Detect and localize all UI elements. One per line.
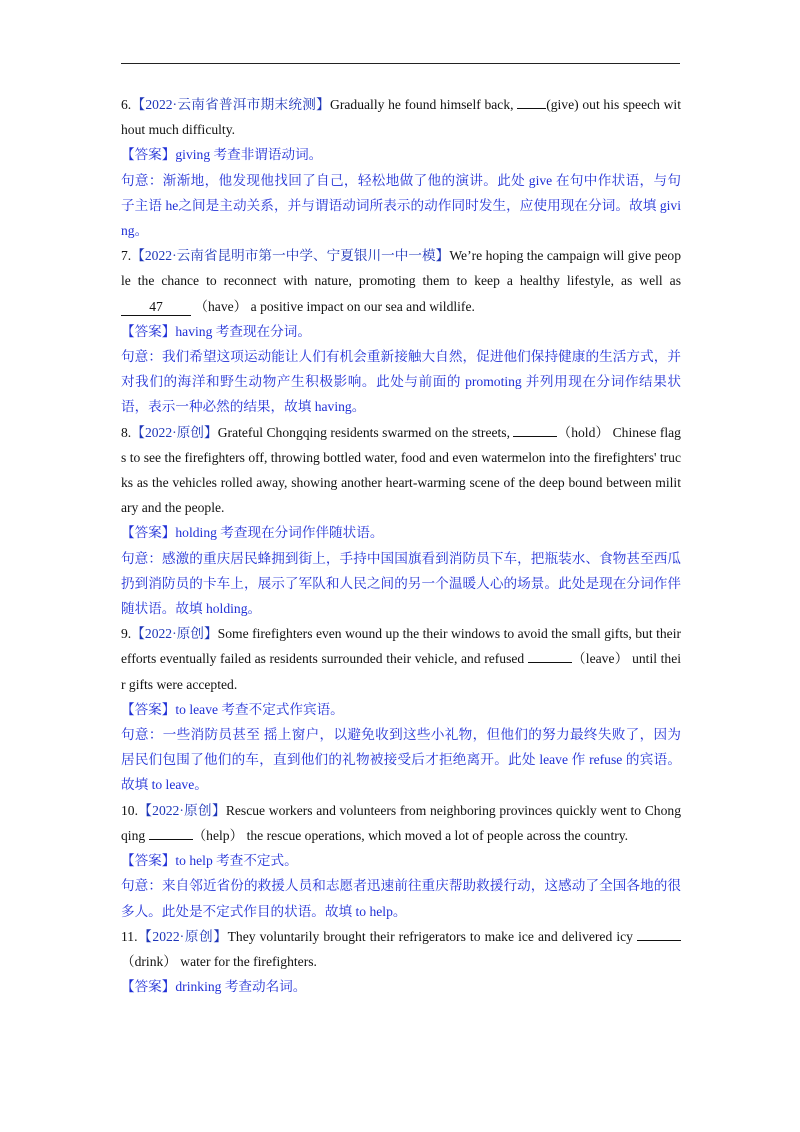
header-rule [121,63,680,64]
explanation-text: 句意：来自邻近省份的救援人员和志愿者迅速前往重庆帮助救援行动，这感动了全国各地的很多人。此处是不定式作目的状语。故填 to help。 [121,878,681,919]
question-stem-before: Some firefighters even wound up the their windows to avoid the small gifts, but their efforts eventually failed as residents surrounded their vehicle, and refused [121,626,682,667]
answer-line: 【答案】giving 考查非谓语动词。 [121,147,323,163]
question-stem-after: （hold） Chinese flags to see the firefighters off, throwing bottled water, food and even watermelon into the firefighters' trucks as the vehicles rolled away, showing another heart-warming scene of the deep bound between military and the people. [121,424,681,516]
question-source: 【2022·原创】 [131,424,218,440]
question-text [121,621,681,697]
question-stem-before: We’re hoping the campaign will give people the chance to reconnect with nature, promoting them to keep a healthy lifestyle, as well as [121,248,681,289]
question-text [121,243,681,319]
question-item [121,420,681,622]
explanation-text: 句意：感激的重庆居民蜂拥到街上，手持中国国旗看到消防员下车，把瓶装水、食物甚至西瓜扔到消防员的卡车上，展示了军队和人民之间的另一个温暖人心的场景。此处是现在分词作伴随状语。故填 holding。 [121,550,681,617]
answer-blank [513,424,557,437]
question-number: 8. [121,424,132,440]
answer-line: 【答案】to help 考查不定式。 [121,853,298,869]
answer-line: 【答案】holding 考查现在分词作伴随状语。 [121,525,384,541]
question-stem-before: They voluntarily brought their refrigerators to make ice and delivered icy [227,928,638,944]
question-number: 6. [121,97,132,112]
question-text [121,420,681,521]
answer-line: 【答案】to leave 考查不定式作宾语。 [121,701,344,717]
question-item [121,92,681,243]
question-text [121,92,681,142]
question-stem-before: Rescue workers and volunteers from neighboring provinces quickly went to Chongqing [121,802,681,843]
question-stem-before: Gradually he found himself back, [330,97,518,112]
question-number: 11. [121,928,138,944]
question-source: 【2022·原创】 [137,928,228,944]
question-source: 【2022·原创】 [131,626,218,642]
answer-line: 【答案】drinking 考查动名词。 [121,979,307,995]
question-source: 【2022·原创】 [138,802,226,818]
question-source: 【2022·云南省昆明市第一中学、宁夏银川一中一模】 [131,248,450,264]
question-stem-after: （help） the rescue operations, which moved a lot of people across the country. [192,827,629,843]
answer-blank [637,928,681,941]
question-number: 10. [121,802,138,818]
question-text [121,798,681,848]
question-source: 【2022·云南省普洱市期末统测】 [131,97,331,112]
question-text [121,924,681,974]
question-item [121,243,681,419]
question-stem-after: （leave） until their gifts were accepted. [121,651,681,692]
explanation-text: 句意：渐渐地，他发现他找回了自己，轻松地做了他的演讲。此处 give 在句中作状语，与句子主语 he之间是主动关系，并与谓语动词所表示的动作同时发生，应使用现在分词。故填 giving。 [121,172,681,239]
question-item [121,621,681,797]
explanation-text: 句意：我们希望这项运动能让人们有机会重新接触大自然，促进他们保持健康的生活方式，并对我们的海洋和野生动物产生积极影响。此处与前面的 promoting 并列用现在分词作结果状语，表示一种必然的结果，故填 having。 [121,349,681,415]
question-number: 7. [121,248,132,264]
answer-blank [149,827,193,840]
question-stem-before: Grateful Chongqing residents swarmed on the streets, [217,424,514,440]
question-number: 9. [121,626,132,642]
explanation-text: 句意：一些消防员甚至 摇上窗户，以避免收到这些小礼物，但他们的努力最终失败了，因为居民们包围了他们的车，直到他们的礼物被接受后才拒绝离开。此处 leave 作 refuse 的宾语。故填 to leave。 [121,727,681,793]
answer-blank: 47 [121,299,191,316]
answer-blank [517,96,546,109]
answer-line: 【答案】having 考查现在分词。 [121,323,311,339]
question-stem-after: （have） a positive impact on our sea and wildlife. [191,298,475,314]
answer-blank [528,650,572,663]
question-item [121,924,681,1000]
question-item [121,798,681,924]
question-stem-after: (give) out his speech without much difficulty. [121,97,681,138]
question-stem-after: （drink） water for the firefighters. [121,953,317,969]
question-list [121,92,681,999]
